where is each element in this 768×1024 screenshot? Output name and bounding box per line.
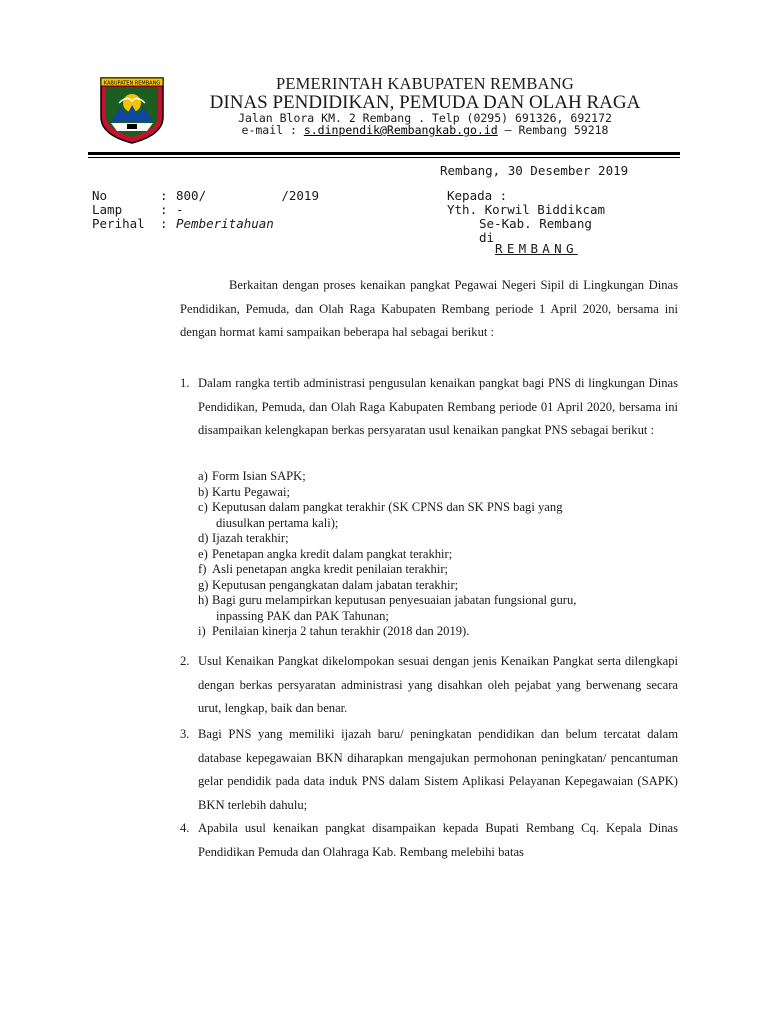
list-item [198,578,678,594]
list-item-continuation: diusulkan pertama kali); [216,515,339,530]
emblem-caption: KABUPATEN REMBANG [103,80,161,87]
list-item-key: f) [198,562,207,576]
item-text: Bagi PNS yang memiliki ijazah baru/ peningkatan pendidikan dan belum tercatat dalam database kepegawaian BKN diharapkan mengajukan permohonan peningkatan/ pencantuman gelar pendidik pada data induk PNS dalam Sistem Aplikasi Pelayanan Kepegawaian (SAPK) BKN terlebih dahulu; [198,727,678,812]
list-item-key: b) [198,484,209,499]
list-item [198,531,678,547]
regency-emblem-icon [97,75,167,145]
list-item-continuation: inpassing PAK dan PAK Tahunan; [216,608,389,623]
requirements-list [198,469,678,640]
letter-date: Rembang, 30 Desember 2019 [440,163,629,178]
meta-label-no: No [92,188,108,203]
letterhead [0,0,768,160]
list-item-key: d) [198,531,209,545]
addressee-heading: Kepada : [447,188,508,203]
addressee-di: di [479,230,495,245]
list-item-key: g) [198,577,209,592]
list-item [198,593,678,609]
meta-label-lamp: Lamp [92,202,123,217]
list-item-text: Ijazah terakhir; [212,531,289,545]
header-divider-thin [88,157,680,158]
meta-colon: : [160,202,168,217]
item-number: 4. [180,821,190,835]
list-item [198,500,678,516]
list-item [198,562,678,578]
list-item [198,624,678,640]
list-item-text: Penilaian kinerja 2 tahun terakhir (2018 dan 2019). [212,624,470,638]
item-text: Apabila usul kenaikan pangkat disampaikan kepada Bupati Rembang Cq. Kepala Dinas Pendidikan Pemuda dan Olahraga Kab. Rembang melebihi batas [198,821,678,859]
addressee-city: REMBANG [495,241,578,256]
meta-value-lamp: - [176,202,184,217]
list-item-text: Form Isian SAPK; [212,469,306,483]
list-item [198,485,678,501]
list-item [198,547,678,563]
meta-colon: : [160,188,168,203]
addressee-name: Yth. Korwil Biddikcam [447,202,606,217]
email-prefix: e-mail : [241,123,304,137]
list-item-text: Penetapan angka kredit dalam pangkat terakhir; [212,546,453,561]
item-text: Dalam rangka tertib administrasi pengusulan kenaikan pangkat bagi PNS di lingkungan Dinas Pendidikan, Pemuda, dan Olah Raga Kabupaten Rembang periode 01 April 2020, bersama ini disampaikan kelengkapan berkas persyaratan usul kenaikan pangkat PNS sebagai berikut : [198,376,678,438]
list-item-key: e) [198,546,208,561]
opening-paragraph: Berkaitan dengan proses kenaikan pangkat Pegawai Negeri Sipil di Lingkungan Dinas Pendidikan, Pemuda, dan Olah Raga Kabupaten Rembang periode 1 April 2020, bersama ini dengan hormat kami sampaikan beberapa hal sebagai berikut : [180,278,678,340]
list-item-text: Asli penetapan angka kredit penilaian terakhir; [212,562,449,576]
govt-name: PEMERINTAH KABUPATEN REMBANG [276,74,574,93]
item-number: 3. [180,727,190,741]
item-number: 2. [180,654,190,668]
meta-value-no: 800/ /2019 [176,188,319,203]
list-item-text: Bagi guru melampirkan keputusan penyesuaian jabatan fungsional guru, [212,593,577,607]
meta-colon: : [160,216,168,231]
list-item-key: a) [198,469,208,483]
header-divider-thick [88,152,680,155]
list-item-text: Keputusan dalam pangkat terakhir (SK CPNS dan SK PNS bagi yang [212,500,563,514]
meta-value-perihal: Pemberitahuan [176,216,274,231]
agency-name: DINAS PENDIDIKAN, PEMUDA DAN OLAH RAGA [209,92,641,113]
addressee-scope: Se-Kab. Rembang [479,216,592,231]
list-item-text: Keputusan pengangkatan dalam jabatan terakhir; [212,577,459,592]
list-item-key: c) [198,500,208,514]
email-suffix: – Rembang 59218 [497,123,609,137]
list-item [198,469,678,485]
meta-label-perihal: Perihal [92,216,145,231]
list-item-key: h) [198,593,209,607]
list-item-key: i) [198,624,206,638]
list-item-text: Kartu Pegawai; [212,484,290,499]
email-link[interactable]: s.dinpendik@Rembangkab.go.id [303,123,498,137]
item-number: 1. [180,376,190,390]
item-text: Usul Kenaikan Pangkat dikelompokan sesuai dengan jenis Kenaikan Pangkat serta dilengkapi dengan berkas persyaratan administrasi yang disahkan oleh pejabat yang berwenang secara urut, lengkap, baik dan benar. [198,654,678,716]
agency-contact [180,123,670,137]
agency-address: Jalan Blora KM. 2 Rembang . Telp (0295) 691326, 692172 [238,111,612,125]
